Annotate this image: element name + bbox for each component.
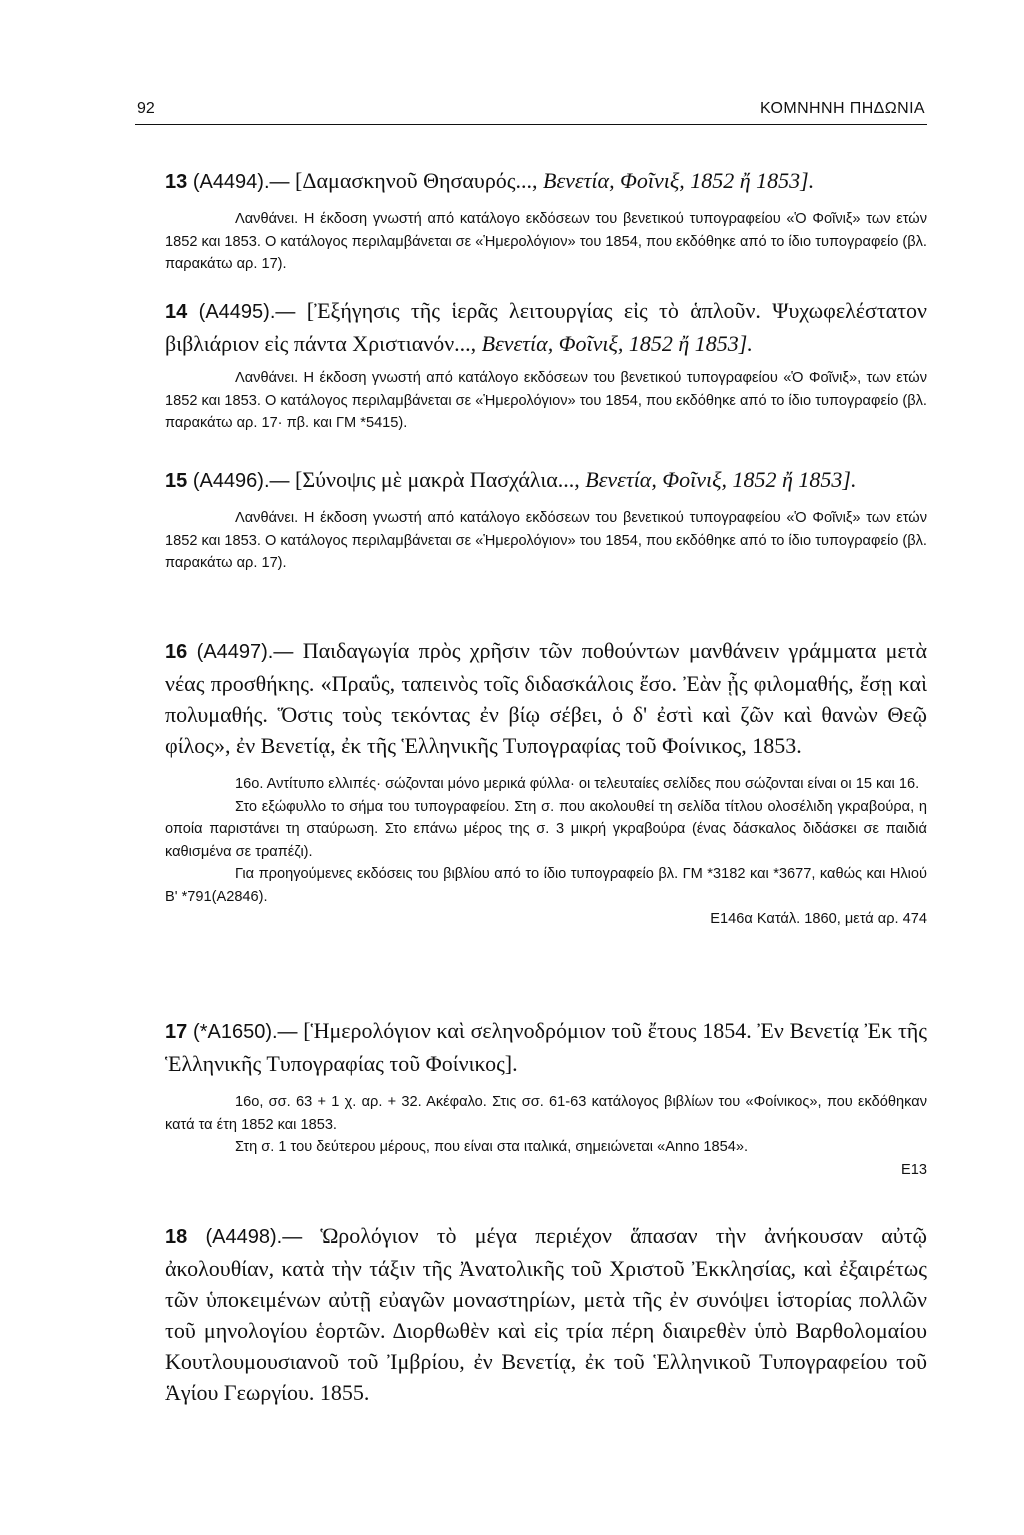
entry-title: [Δαμασκηνοῦ Θησαυρός..., (295, 168, 538, 193)
entry-signature: Ε13 (901, 1161, 927, 1178)
entry-title: [Ἡμερολόγιον καὶ σεληνοδρόμιον τοῦ ἔτους 1854. Ἐν Βενετίᾳ Ἐκ τῆς Ἑλληνικῆς Τυπογραφίας τοῦ Φοίνικος]. (165, 1018, 928, 1076)
entry-title: Παιδαγωγία πρὸς χρῆσιν τῶν ποθούντων μανθάνειν γράμματα μετὰ νέας προσθήκης. «Πραΰς, ταπεινὸς τοῖς διδασκάλοις ἔσο. Ἐὰν ᾖς φιλομαθής, ἔσῃ καὶ πολυμαθής. Ὅστις τοὺς τεκόντας ἐν βίῳ σέβει, ὁ δ' ἐστὶ καὶ ζῶν καὶ θανὼν Θεῷ φίλος», ἐν Βενετίᾳ, ἐκ τῆς Ἑλληνικῆς Τυπογραφίας τοῦ Φοίνικος, 1853. (165, 638, 927, 758)
entry-code: (Α4496).— (192, 470, 290, 492)
entry-17 (165, 1015, 927, 1181)
entry-code: (Α4498).— (205, 1226, 303, 1248)
entry-signature: Ε146α Κατάλ. 1860, μετά αρ. 474 (710, 911, 927, 927)
entry-note: Λανθάνει. Η έκδοση γνωστή από κατάλογο εκδόσεων του βενετικού τυπογραφείου «Ὁ Φοῖνιξ» των ετών 1852 και 1853. Ο κατάλογος περιλαμβάνεται σε «Ἡμερολόγιον» του 1854, που εκδόθηκε από το ίδιο τυπογραφείο (βλ. παρακάτω αρ. 17). (165, 211, 927, 272)
page-number: 92 (137, 100, 155, 117)
entry-heading (165, 464, 927, 497)
entry-heading (165, 1220, 927, 1408)
entry-code: (Α4497).— (196, 641, 294, 663)
entry-heading (165, 165, 927, 198)
entry-14 (165, 295, 927, 435)
entry-note: Στο εξώφυλλο το σήμα του τυπογραφείου. Στη σ. που ακολουθεί τη σελίδα τίτλου ολοσέλιδη γκραβούρα, η οποία παριστάνει τη σταύρωση. Στο επάνω μέρος της σ. 3 μικρή γκραβούρα (ένας δάσκαλος διδάσκει σε παιδιά καθισμένα σε τραπέζι). (165, 798, 927, 860)
entry-code: (Α4494).— (192, 171, 290, 193)
running-head (135, 98, 927, 125)
entry-imprint: Βενετία, Φοῖνιξ, 1852 ἤ 1853]. (585, 467, 857, 492)
entry-note: 16ο, σσ. 63 + 1 χ. αρ. + 32. Ακέφαλο. Στις σσ. 61-63 κατάλογος βιβλίων του «Φοίνικος», που εκδόθηκαν κατά τα έτη 1852 και 1853. (165, 1094, 927, 1133)
entry-number: 16 (165, 641, 188, 663)
entry-number: 17 (165, 1021, 188, 1043)
entry-note: Λανθάνει. Η έκδοση γνωστή από κατάλογο εκδόσεων του βενετικού τυπογραφείου «Ὁ Φοῖνιξ», των ετών 1852 και 1853. Ο κατάλογος περιλαμβάνεται σε «Ἡμερολόγιον» του 1854, που εκδόθηκε από το ίδιο τυπογραφείο (βλ. παρακάτω αρ. 17· πβ. και ΓΜ *5415). (165, 370, 927, 431)
entry-note: Για προηγούμενες εκδόσεις του βιβλίου από το ίδιο τυπογραφείο βλ. ΓΜ *3182 και *3677, καθώς και Ηλιού Β' *791(Α2846). (165, 866, 927, 905)
entry-title: [Σύνοψις μὲ μακρὰ Πασχάλια..., (295, 467, 580, 492)
entry-note: 16ο. Αντίτυπο ελλιπές· σώζονται μόνο μερικά φύλλα· οι τελευταίες σελίδες που σώζονται είναι οι 15 και 16. (235, 776, 920, 792)
entry-note: Λανθάνει. Η έκδοση γνωστή από κατάλογο εκδόσεων του βενετικού τυπογραφείου «Ὁ Φοῖνιξ» των ετών 1852 και 1853. Ο κατάλογος περιλαμβάνεται σε «Ἡμερολόγιον» του 1854, που εκδόθηκε από το ίδιο τυπογραφείο (βλ. παρακάτω αρ. 17). (165, 510, 927, 571)
entry-13 (165, 165, 927, 276)
entry-title: Ὡρολόγιον τὸ μέγα περιέχον ἅπασαν τὴν ἀνήκουσαν αὐτῷ ἀκολουθίαν, κατὰ τὴν τάξιν τῆς Ἀνατολικῆς τοῦ Χριστοῦ Ἐκκλησίας, καὶ ἐξαιρέτως τῶν ὑποκειμένων αὐτῇ εὐαγῶν μοναστηρίων, μετὰ τῆς ἐν συνόψει ἱστορίας πολλῶν τοῦ μηνολογίου ἑορτῶν. Διορθωθὲν καὶ εἰς τρία πέρη διαιρεθὲν ὑπὸ Βαρθολομαίου Κουτλουμουσιανοῦ τοῦ Ἰμβρίου, ἐν Βενετίᾳ, ἐκ τοῦ Ἑλληνικοῦ Τυπογραφείου τοῦ Ἁγίου Γεωργίου. 1855. (165, 1223, 928, 1405)
entry-16 (165, 635, 927, 930)
entry-heading (165, 635, 927, 761)
entry-heading (165, 295, 927, 359)
entry-note: Στη σ. 1 του δεύτερου μέρους, που είναι στα ιταλικά, σημειώνεται «Anno 1854». (235, 1139, 748, 1155)
running-title: ΚΟΜΝΗΝΗ ΠΗΔΩΝΙΑ (759, 100, 925, 117)
entry-title: [Ἐξήγησις τῆς ἱερᾶς λειτουργίας εἰς τὸ ἁπλοῦν. Ψυχωφελέστατον βιβλιάριον εἰς πάντα Χριστιανόν..., (165, 298, 927, 356)
entry-number: 14 (165, 301, 188, 323)
entry-number: 18 (165, 1226, 188, 1248)
entry-number: 15 (165, 470, 188, 492)
entry-imprint: Βενετία, Φοῖνιξ, 1852 ἤ 1853]. (481, 331, 753, 356)
entry-heading (165, 1015, 927, 1079)
entry-code: (*Α1650).— (193, 1021, 298, 1043)
entry-15 (165, 464, 927, 575)
entry-18 (165, 1220, 927, 1408)
entry-number: 13 (165, 171, 188, 193)
entry-imprint: Βενετία, Φοῖνιξ, 1852 ἤ 1853]. (543, 168, 815, 193)
entry-code: (Α4495).— (198, 301, 296, 323)
